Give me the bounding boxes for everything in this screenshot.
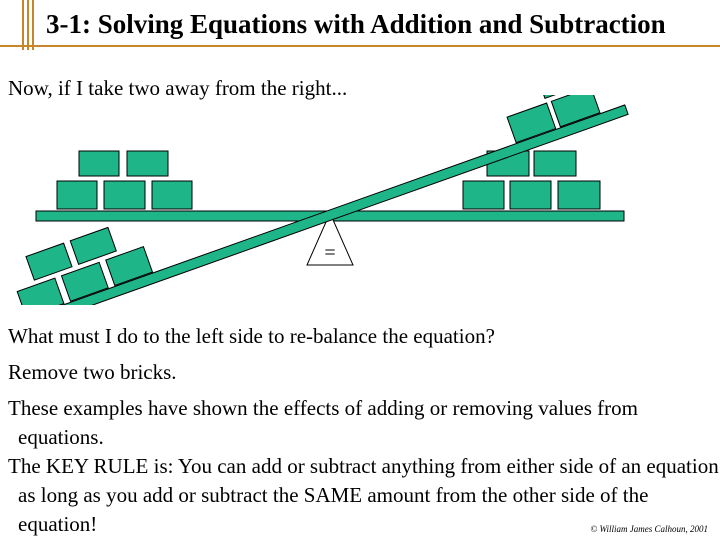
key-rule-text: The KEY RULE is: You can add or subtract anything from either side of an equation as long as you add or subtract the SAME amount from the other side of the equation! xyxy=(8,454,719,536)
balance-scale-diagram xyxy=(0,95,720,305)
answer-text: Remove two bricks. xyxy=(8,360,177,384)
brick xyxy=(510,181,551,209)
intro-text: Now, if I take two away from the right... xyxy=(8,76,348,100)
brick xyxy=(127,151,168,176)
brick xyxy=(57,181,97,209)
brick xyxy=(104,181,145,209)
decor-vertical-line-2 xyxy=(27,0,29,50)
brick xyxy=(152,181,192,209)
decor-vertical-line-1 xyxy=(22,0,24,50)
decor-vertical-line-3 xyxy=(32,0,34,50)
copyright-notice: © William James Calhoun, 2001 xyxy=(590,524,708,534)
brick xyxy=(463,181,504,209)
tilted-left-brick xyxy=(17,278,64,305)
slide-title: 3-1: Solving Equations with Addition and Subtraction xyxy=(46,9,666,39)
fulcrum-symbol: = xyxy=(324,242,336,264)
brick xyxy=(558,181,600,209)
decor-horizontal-line xyxy=(0,45,720,47)
brick xyxy=(534,151,576,176)
summary-text: These examples have shown the effects of adding or removing values from equations. xyxy=(8,396,638,449)
brick xyxy=(79,151,119,176)
question-text: What must I do to the left side to re-balance the equation? xyxy=(8,324,495,348)
left-brick-stack xyxy=(57,151,192,209)
